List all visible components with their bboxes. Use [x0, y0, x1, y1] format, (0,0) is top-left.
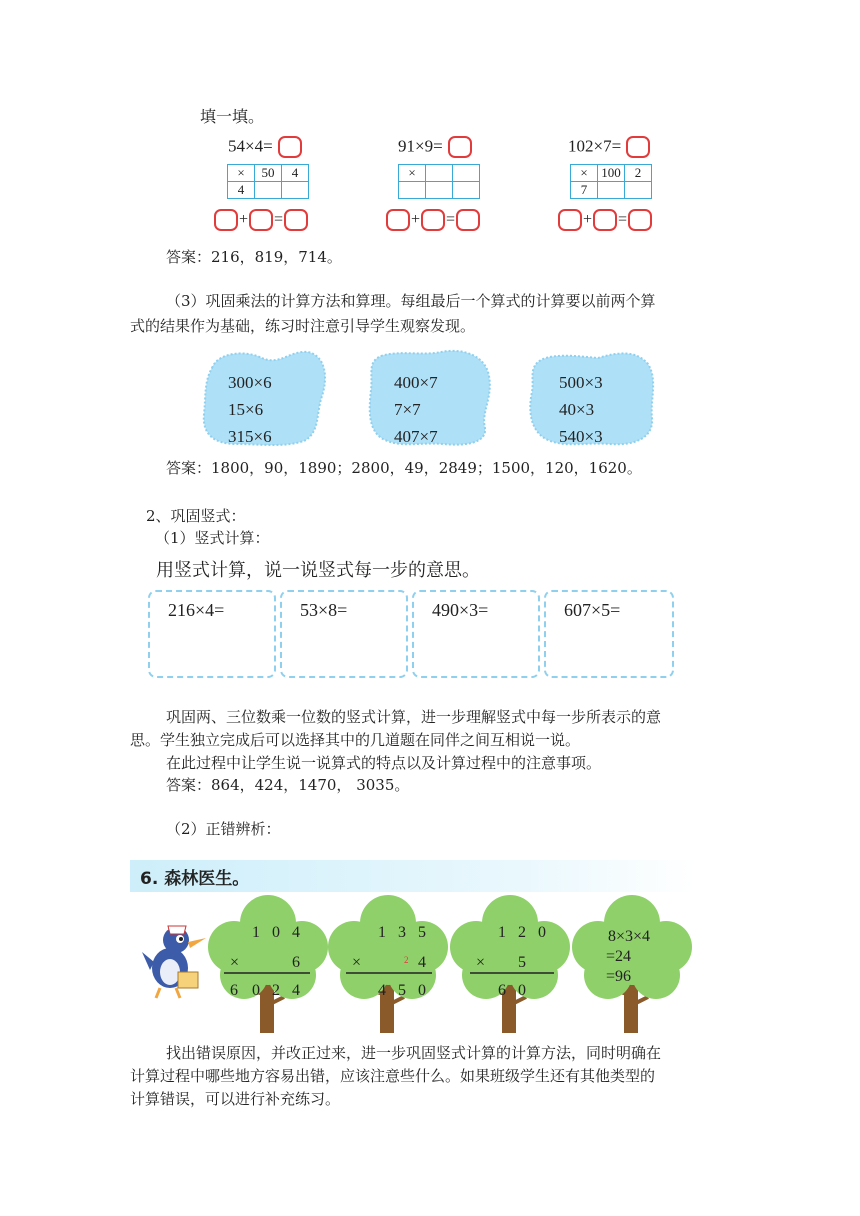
- grid-cell[interactable]: [255, 182, 282, 199]
- vertical-card-2[interactable]: [280, 590, 408, 678]
- expression: 407×7: [394, 427, 438, 446]
- vertical-heading: 2、巩固竖式：: [146, 507, 246, 525]
- answer-box[interactable]: [626, 136, 650, 158]
- equation-line: 8×3×4: [608, 928, 651, 945]
- equals-sign: =: [618, 211, 628, 228]
- digit: 6: [292, 954, 300, 971]
- equation-line: =96: [606, 968, 632, 985]
- digit: 4: [418, 954, 426, 971]
- grid-cell[interactable]: [282, 182, 309, 199]
- expression: 500×3: [559, 373, 603, 392]
- grid-cell: ×: [228, 165, 255, 182]
- blob-expressions-3: [559, 369, 603, 450]
- digit: 2: [518, 924, 526, 941]
- grid-cell: ×: [399, 165, 426, 182]
- banner-title: 6. 森林医生。: [140, 869, 250, 889]
- fill-sum-row-1: [214, 209, 308, 231]
- answer-box[interactable]: [448, 136, 472, 158]
- grid-cell: ×: [571, 165, 598, 182]
- grid-cell: 2: [625, 165, 652, 182]
- vertical-para2: 在此过程中让学生说一说算式的特点以及计算过程中的注意事项。: [166, 754, 602, 772]
- plus-sign: +: [583, 211, 593, 228]
- equals-sign: =: [446, 211, 456, 228]
- blob-expressions-2: [394, 369, 438, 450]
- grid-cell[interactable]: [598, 182, 625, 199]
- fill-problem-1: [228, 136, 302, 158]
- tree-3: [450, 895, 570, 1035]
- digit: 6: [230, 982, 238, 999]
- answer-box[interactable]: [386, 209, 410, 231]
- fill-problem-2: [398, 136, 472, 158]
- expression: 300×6: [228, 373, 272, 392]
- digit: 0: [418, 982, 426, 999]
- error-heading: （2）正错辨析：: [166, 820, 281, 838]
- consolidate-answer: 答案：1800，90，1890；2800，49，2849；1500，120，1620。: [166, 459, 642, 477]
- plus-sign: +: [411, 211, 421, 228]
- answer-box[interactable]: [628, 209, 652, 231]
- times-sign: ×: [352, 954, 362, 971]
- exercise-banner: [130, 860, 696, 892]
- times-sign: ×: [476, 954, 486, 971]
- card-expression: 490×3=: [432, 600, 489, 620]
- fill-grid-1: [227, 164, 309, 199]
- grid-cell: 4: [228, 182, 255, 199]
- digit: 1: [378, 924, 386, 941]
- equation-line: =24: [606, 948, 632, 965]
- problem-expression: 91×9=: [398, 136, 443, 156]
- expression: 400×7: [394, 373, 438, 392]
- answer-box[interactable]: [214, 209, 238, 231]
- grid-cell[interactable]: [625, 182, 652, 199]
- answer-box[interactable]: [456, 209, 480, 231]
- expression: 40×3: [559, 400, 595, 419]
- grid-cell[interactable]: [426, 165, 453, 182]
- problem-expression: 54×4=: [228, 136, 273, 156]
- grid-cell: 50: [255, 165, 282, 182]
- expression: 7×7: [394, 400, 421, 419]
- grid-cell[interactable]: [399, 182, 426, 199]
- expression: 540×3: [559, 427, 603, 446]
- vertical-para1-line1: 巩固两、三位数乘一位数的竖式计算，进一步理解竖式中每一步所表示的意: [166, 708, 662, 726]
- digit: 4: [378, 982, 386, 999]
- digit: 0: [252, 982, 260, 999]
- digit: 0: [518, 982, 526, 999]
- vertical-sub-heading: （1）竖式计算：: [155, 529, 270, 547]
- answer-box[interactable]: [421, 209, 445, 231]
- answer-box[interactable]: [558, 209, 582, 231]
- vertical-card-4[interactable]: [544, 590, 674, 678]
- digit: 0: [272, 924, 280, 941]
- expression: 15×6: [228, 400, 264, 419]
- grid-cell[interactable]: [453, 182, 480, 199]
- digit: 5: [418, 924, 426, 941]
- vertical-card-1[interactable]: [148, 590, 276, 678]
- card-expression: 53×8=: [300, 600, 348, 620]
- fill-answer: 答案：216，819，714。: [166, 248, 342, 266]
- digit: 1: [252, 924, 260, 941]
- fill-sum-row-2: [386, 209, 480, 231]
- expression: 315×6: [228, 427, 272, 446]
- times-sign: ×: [230, 954, 240, 971]
- digit: 3: [398, 924, 406, 941]
- fill-grid-2: [398, 164, 480, 199]
- digit: 4: [292, 982, 300, 999]
- grid-cell: 100: [598, 165, 625, 182]
- digit: 0: [538, 924, 546, 941]
- fill-problem-3: [568, 136, 650, 158]
- plus-sign: +: [239, 211, 249, 228]
- error-para-line2: 计算过程中哪些地方容易出错，应该注意些什么。如果班级学生还有其他类型的: [130, 1067, 656, 1085]
- vertical-answer: 答案：864，424，1470， 3035。: [166, 776, 410, 794]
- error-para-line3: 计算错误，可以进行补充练习。: [130, 1090, 341, 1108]
- error-para-line1: 找出错误原因，并改正过来，进一步巩固竖式计算的计算方法，同时明确在: [166, 1044, 662, 1062]
- fill-title: 填一填。: [200, 107, 265, 126]
- consolidate-para-line2: 式的结果作为基础，练习时注意引导学生观察发现。: [130, 317, 476, 335]
- vertical-para1-line2: 思。学生独立完成后可以选择其中的几道题在同伴之间互相说一说。: [130, 731, 581, 749]
- answer-box[interactable]: [278, 136, 302, 158]
- problem-expression: 102×7=: [568, 136, 622, 156]
- grid-cell: 4: [282, 165, 309, 182]
- consolidate-para-line1: （3）巩固乘法的计算方法和算理。每组最后一个算式的计算要以前两个算: [166, 292, 656, 310]
- equals-sign: =: [274, 211, 284, 228]
- vertical-card-3[interactable]: [412, 590, 540, 678]
- fill-grid-3: [570, 164, 652, 199]
- digit: 5: [398, 982, 406, 999]
- vertical-instruction: 用竖式计算，说一说竖式每一步的意思。: [156, 560, 480, 581]
- blob-expressions-1: [228, 369, 272, 450]
- card-expression: 216×4=: [168, 600, 225, 620]
- grid-cell: 7: [571, 182, 598, 199]
- answer-box[interactable]: [593, 209, 617, 231]
- bird-mascot-icon: [140, 912, 210, 1002]
- digit: 4: [292, 924, 300, 941]
- carry-digit: 2: [404, 955, 409, 965]
- fill-sum-row-3: [558, 209, 652, 231]
- answer-box[interactable]: [284, 209, 308, 231]
- digit: 2: [272, 982, 280, 999]
- digit: 5: [518, 954, 526, 971]
- tree-4: [572, 895, 692, 1035]
- grid-cell[interactable]: [426, 182, 453, 199]
- digit: 1: [498, 924, 506, 941]
- digit: 6: [498, 982, 506, 999]
- tree-1: [208, 895, 328, 1035]
- answer-box[interactable]: [249, 209, 273, 231]
- card-expression: 607×5=: [564, 600, 621, 620]
- grid-cell[interactable]: [453, 165, 480, 182]
- tree-2: [328, 895, 448, 1035]
